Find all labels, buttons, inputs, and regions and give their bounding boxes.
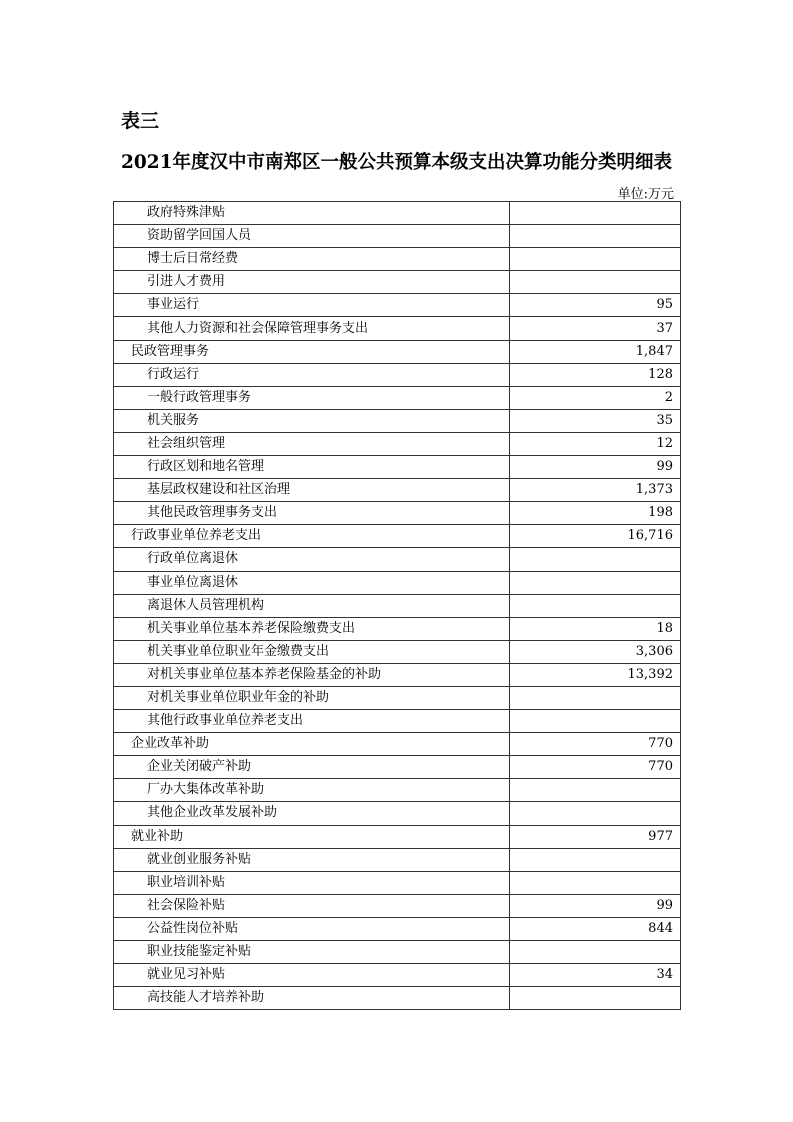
table-row [114, 432, 681, 455]
row-item-name: 政府特殊津贴 [114, 202, 510, 225]
budget-table [113, 201, 681, 1010]
table-row [114, 525, 681, 548]
row-item-name: 社会组织管理 [114, 432, 510, 455]
table-row [114, 317, 681, 340]
page-title: 2021年度汉中市南郑区一般公共预算本级支出决算功能分类明细表 [121, 152, 672, 173]
table-row [114, 386, 681, 409]
row-amount: 37 [510, 317, 681, 340]
row-item-name: 机关服务 [114, 409, 510, 432]
row-item-name: 博士后日常经费 [114, 248, 510, 271]
row-amount: 770 [510, 756, 681, 779]
table-row [114, 502, 681, 525]
row-amount [510, 987, 681, 1010]
row-item-name: 基层政权建设和社区治理 [114, 479, 510, 502]
table-row [114, 363, 681, 386]
row-item-name: 机关事业单位基本养老保险缴费支出 [114, 617, 510, 640]
row-amount: 13,392 [510, 663, 681, 686]
table-row [114, 733, 681, 756]
row-item-name: 职业培训补贴 [114, 871, 510, 894]
table-row [114, 225, 681, 248]
row-item-name: 就业补助 [114, 825, 510, 848]
table-row [114, 710, 681, 733]
table-row [114, 871, 681, 894]
row-amount [510, 802, 681, 825]
row-item-name: 其他企业改革发展补助 [114, 802, 510, 825]
row-amount: 12 [510, 432, 681, 455]
row-item-name: 引进人才费用 [114, 271, 510, 294]
table-row [114, 779, 681, 802]
row-item-name: 企业改革补助 [114, 733, 510, 756]
row-amount: 99 [510, 894, 681, 917]
row-amount [510, 548, 681, 571]
table-row [114, 802, 681, 825]
table-row [114, 340, 681, 363]
row-item-name: 其他人力资源和社会保障管理事务支出 [114, 317, 510, 340]
row-amount [510, 686, 681, 709]
table-row [114, 294, 681, 317]
row-amount [510, 871, 681, 894]
table-row [114, 409, 681, 432]
budget-table-body [114, 202, 681, 1010]
table-row [114, 640, 681, 663]
row-amount [510, 571, 681, 594]
table-row [114, 964, 681, 987]
table-row [114, 271, 681, 294]
table-row [114, 941, 681, 964]
row-amount: 34 [510, 964, 681, 987]
row-amount [510, 594, 681, 617]
row-amount: 16,716 [510, 525, 681, 548]
row-item-name: 行政单位离退休 [114, 548, 510, 571]
row-item-name: 对机关事业单位职业年金的补助 [114, 686, 510, 709]
row-item-name: 对机关事业单位基本养老保险基金的补助 [114, 663, 510, 686]
row-item-name: 其他民政管理事务支出 [114, 502, 510, 525]
row-item-name: 民政管理事务 [114, 340, 510, 363]
row-item-name: 机关事业单位职业年金缴费支出 [114, 640, 510, 663]
row-amount [510, 271, 681, 294]
table-row [114, 686, 681, 709]
table-row [114, 594, 681, 617]
row-amount: 18 [510, 617, 681, 640]
table-row [114, 456, 681, 479]
row-item-name: 离退休人员管理机构 [114, 594, 510, 617]
table-row [114, 202, 681, 225]
table-row [114, 894, 681, 917]
table-row [114, 917, 681, 940]
row-amount: 2 [510, 386, 681, 409]
row-amount: 770 [510, 733, 681, 756]
row-amount [510, 779, 681, 802]
table-row [114, 987, 681, 1010]
row-item-name: 就业见习补贴 [114, 964, 510, 987]
table-row [114, 479, 681, 502]
table-row [114, 663, 681, 686]
table-row [114, 825, 681, 848]
row-item-name: 事业运行 [114, 294, 510, 317]
row-item-name: 一般行政管理事务 [114, 386, 510, 409]
row-item-name: 就业创业服务补贴 [114, 848, 510, 871]
table-row [114, 548, 681, 571]
row-amount: 1,847 [510, 340, 681, 363]
row-amount: 3,306 [510, 640, 681, 663]
row-amount [510, 710, 681, 733]
row-item-name: 企业关闭破产补助 [114, 756, 510, 779]
row-item-name: 职业技能鉴定补贴 [114, 941, 510, 964]
row-amount: 95 [510, 294, 681, 317]
unit-label: 单位:万元 [617, 187, 674, 202]
row-amount [510, 848, 681, 871]
table-row [114, 571, 681, 594]
row-item-name: 公益性岗位补贴 [114, 917, 510, 940]
row-amount [510, 225, 681, 248]
row-amount [510, 248, 681, 271]
row-item-name: 行政运行 [114, 363, 510, 386]
row-item-name: 厂办大集体改革补助 [114, 779, 510, 802]
table-row [114, 248, 681, 271]
row-item-name: 资助留学回国人员 [114, 225, 510, 248]
row-amount: 99 [510, 456, 681, 479]
row-item-name: 其他行政事业单位养老支出 [114, 710, 510, 733]
row-item-name: 行政事业单位养老支出 [114, 525, 510, 548]
row-item-name: 事业单位离退休 [114, 571, 510, 594]
table-number-label: 表三 [121, 110, 160, 132]
row-amount [510, 202, 681, 225]
row-item-name: 行政区划和地名管理 [114, 456, 510, 479]
table-row [114, 756, 681, 779]
table-row [114, 848, 681, 871]
row-item-name: 社会保险补贴 [114, 894, 510, 917]
row-amount: 977 [510, 825, 681, 848]
table-row [114, 617, 681, 640]
row-amount: 198 [510, 502, 681, 525]
row-amount: 844 [510, 917, 681, 940]
row-item-name: 高技能人才培养补助 [114, 987, 510, 1010]
row-amount [510, 941, 681, 964]
row-amount: 128 [510, 363, 681, 386]
row-amount: 35 [510, 409, 681, 432]
row-amount: 1,373 [510, 479, 681, 502]
